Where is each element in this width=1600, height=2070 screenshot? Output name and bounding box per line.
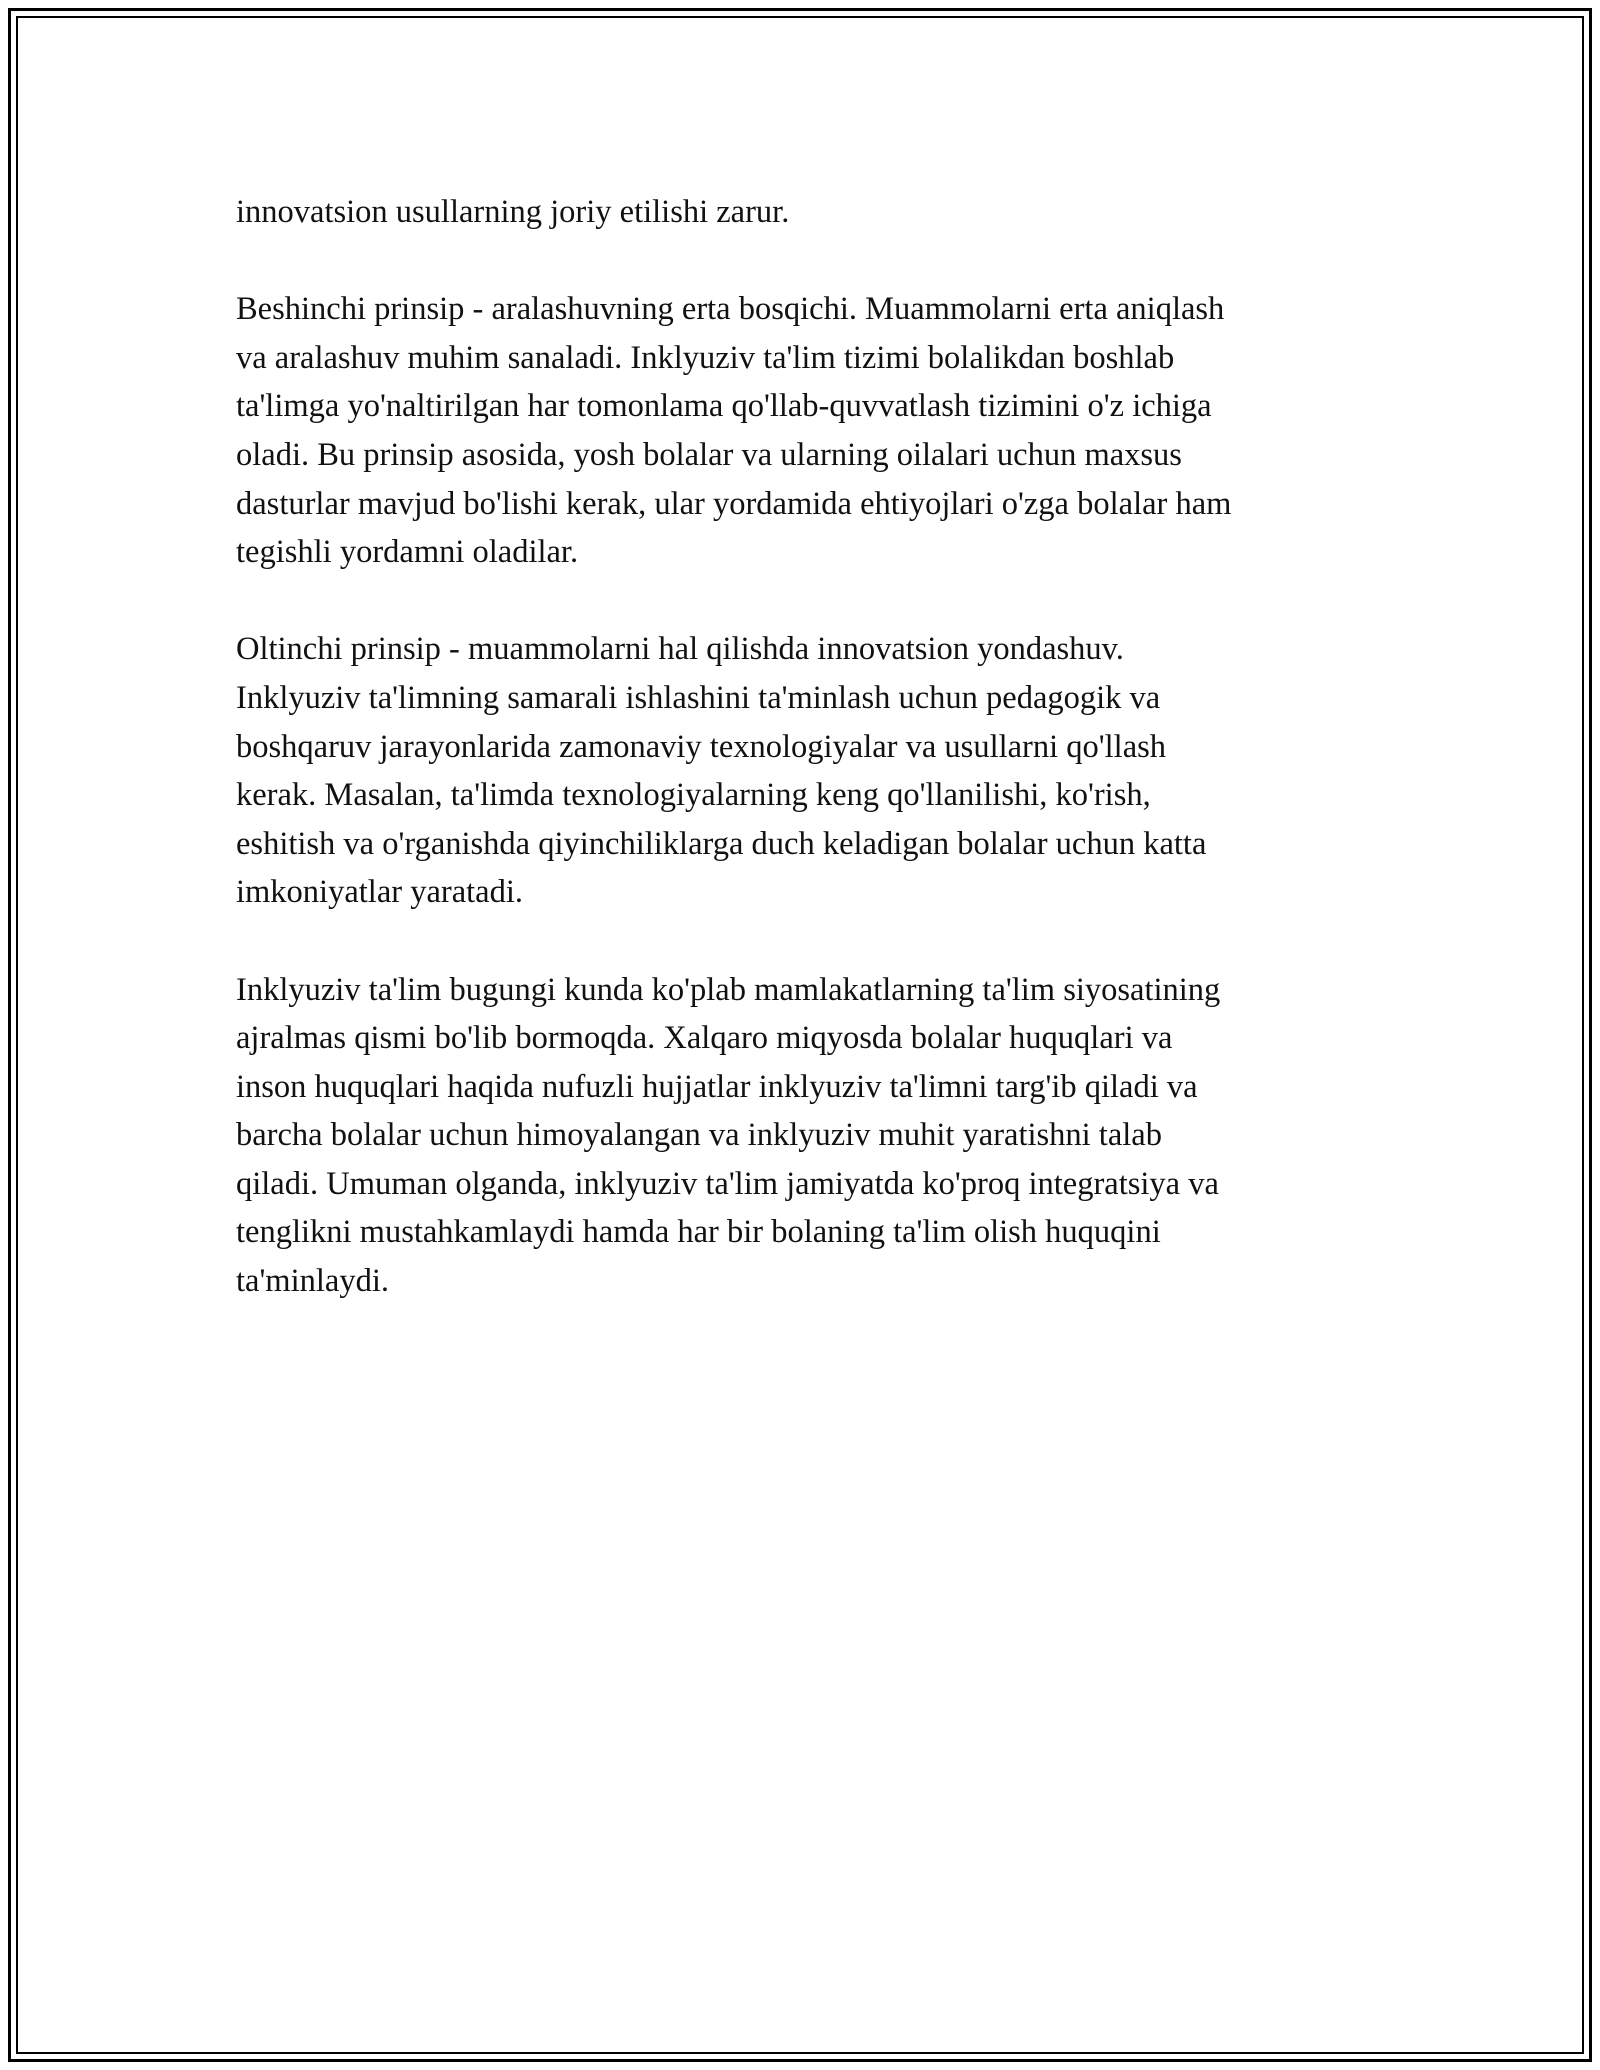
paragraph-continuation: innovatsion usullarning joriy etilishi zarur. [236, 194, 790, 230]
document-body [236, 188, 1386, 1354]
paragraph-fifth-principle: Beshinchi prinsip - aralashuvning erta bosqichi. Muammolarni erta aniqlash va aralashuv muhim sanaladi. Inklyuziv ta'lim tizimi bolalikdan boshlab ta'limga yo'naltirilgan har tomonlama qo'llab-quvvatlash tizimini o'z ichiga oladi. Bu prinsip asosida, yosh bolalar va ularning oilalari uchun maxsus dasturlar mavjud bo'lishi kerak, ular yordamida ehtiyojlari o'zga bolalar ham tegishli yordamni oladilar. [236, 291, 1232, 571]
paragraph-conclusion: Inklyuziv ta'lim bugungi kunda ko'plab mamlakatlarning ta'lim siyosatining ajralmas qismi bo'lib bormoqda. Xalqaro miqyosda bolalar huquqlari va inson huquqlari haqida nufuzli hujjatlar inklyuziv ta'limni targ'ib qiladi va barcha bolalar uchun himoyalangan va inklyuziv muhit yaratishni talab qiladi. Umuman olganda, inklyuziv ta'lim jamiyatda ko'proq integratsiya va tenglikni mustahkamlaydi hamda har bir bolaning ta'lim olish huquqini ta'minlaydi. [236, 971, 1221, 1300]
paragraph-sixth-principle: Oltinchi prinsip - muammolarni hal qilishda innovatsion yondashuv. Inklyuziv ta'limning samarali ishlashini ta'minlash uchun pedagogik va boshqaruv jarayonlarida zamonaviy texnologiyalar va usullarni qo'llash kerak. Masalan, ta'limda texnologiyalarning keng qo'llanilishi, ko'rish, eshitish va o'rganishda qiyinchiliklarga duch keladigan bolalar uchun katta imkoniyatlar yaratadi. [236, 631, 1207, 911]
